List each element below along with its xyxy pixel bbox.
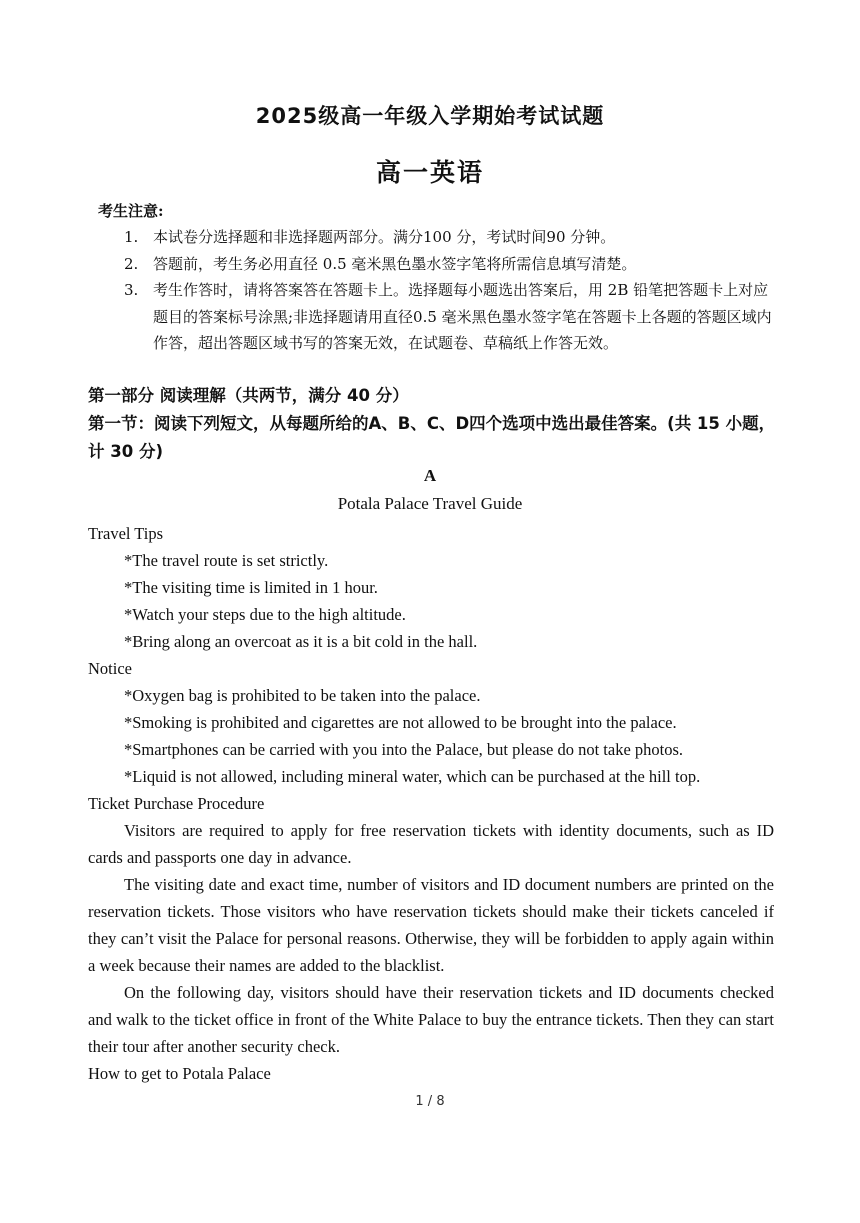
notice-item-text: 答题前，考生务必用直径 0.5 毫米黑色墨水签字笔将所需信息填写清楚。 [153,254,637,273]
travel-tips-heading: Travel Tips [88,524,164,543]
notice-section-item: *Liquid is not allowed, including mineral water, which can be purchased at the hill top. [124,767,701,786]
subject-title: 高一英语 [375,158,484,187]
how-to-get-heading: How to get to Potala Palace [88,1064,271,1083]
exam-title: 2025级高一年级入学期始考试试题 [255,104,605,128]
passage-title: Potala Palace Travel Guide [337,494,523,513]
notice-item-number: 3. [124,281,139,299]
notice-item-text: 本试卷分选择题和非选择题两部分。满分100 分，考试时间90 分钟。 [153,228,616,246]
passage-label: A [423,466,437,485]
page-number: 1 / 8 [415,1094,445,1109]
notice-item [124,224,774,251]
travel-tip-item: *The visiting time is limited in 1 hour. [124,578,378,597]
ticket-paragraph: The visiting date and exact time, number of visitors and ID document numbers are printed on the reservation tickets. Those visitors who have reservation tickets should make their tickets canceled if they can’t visit the Palace for personal reasons. Otherwise, they will be forbidden to apply again within a week because their names are added to the blacklist. [88,875,774,975]
notice-section-heading: Notice [88,659,132,678]
notice-section-item: *Oxygen bag is prohibited to be taken into the palace. [124,686,481,705]
notice-item-number: 2. [124,254,139,273]
notice-item-number: 1. [124,228,139,246]
section1-instruction: 第一节：阅读下列短文，从每题所给的A、B、C、D四个选项中选出最佳答案。(共 15 小题，计 30 分) [88,414,776,461]
ticket-paragraph: Visitors are required to apply for free reservation tickets with identity documents, such as ID cards and passports one day in advance. [88,821,774,867]
passage-body [88,520,774,1087]
ticket-procedure-heading: Ticket Purchase Procedure [88,794,265,813]
notice-section-item: *Smoking is prohibited and cigarettes are not allowed to be brought into the palace. [124,713,677,732]
notice-heading: 考生注意: [98,202,164,220]
notice-item-text: 考生作答时，请将答案答在答题卡上。选择题每小题选出答案后，用 2B 铅笔把答题卡上对应题目的答案标号涂黑;非选择题请用直径0.5 毫米黑色墨水签字笔在答题卡上各题的答题区域内作答，超出答题区域书写的答案无效，在试题卷、草稿纸上作答无效。 [153,281,772,352]
notice-item [124,251,774,278]
travel-tip-item: *Watch your steps due to the high altitude. [124,605,406,624]
travel-tip-item: *Bring along an overcoat as it is a bit cold in the hall. [124,632,478,651]
notice-list [124,224,774,357]
notice-section-item: *Smartphones can be carried with you into the Palace, but please do not take photos. [124,740,684,759]
ticket-paragraph: On the following day, visitors should have their reservation tickets and ID documents checked and walk to the ticket office in front of the White Palace to buy the entrance tickets. Then they can start their tour after another security check. [88,983,774,1056]
travel-tip-item: *The travel route is set strictly. [124,551,329,570]
notice-item [124,277,774,357]
part1-heading: 第一部分 阅读理解（共两节，满分 40 分） [88,386,409,405]
